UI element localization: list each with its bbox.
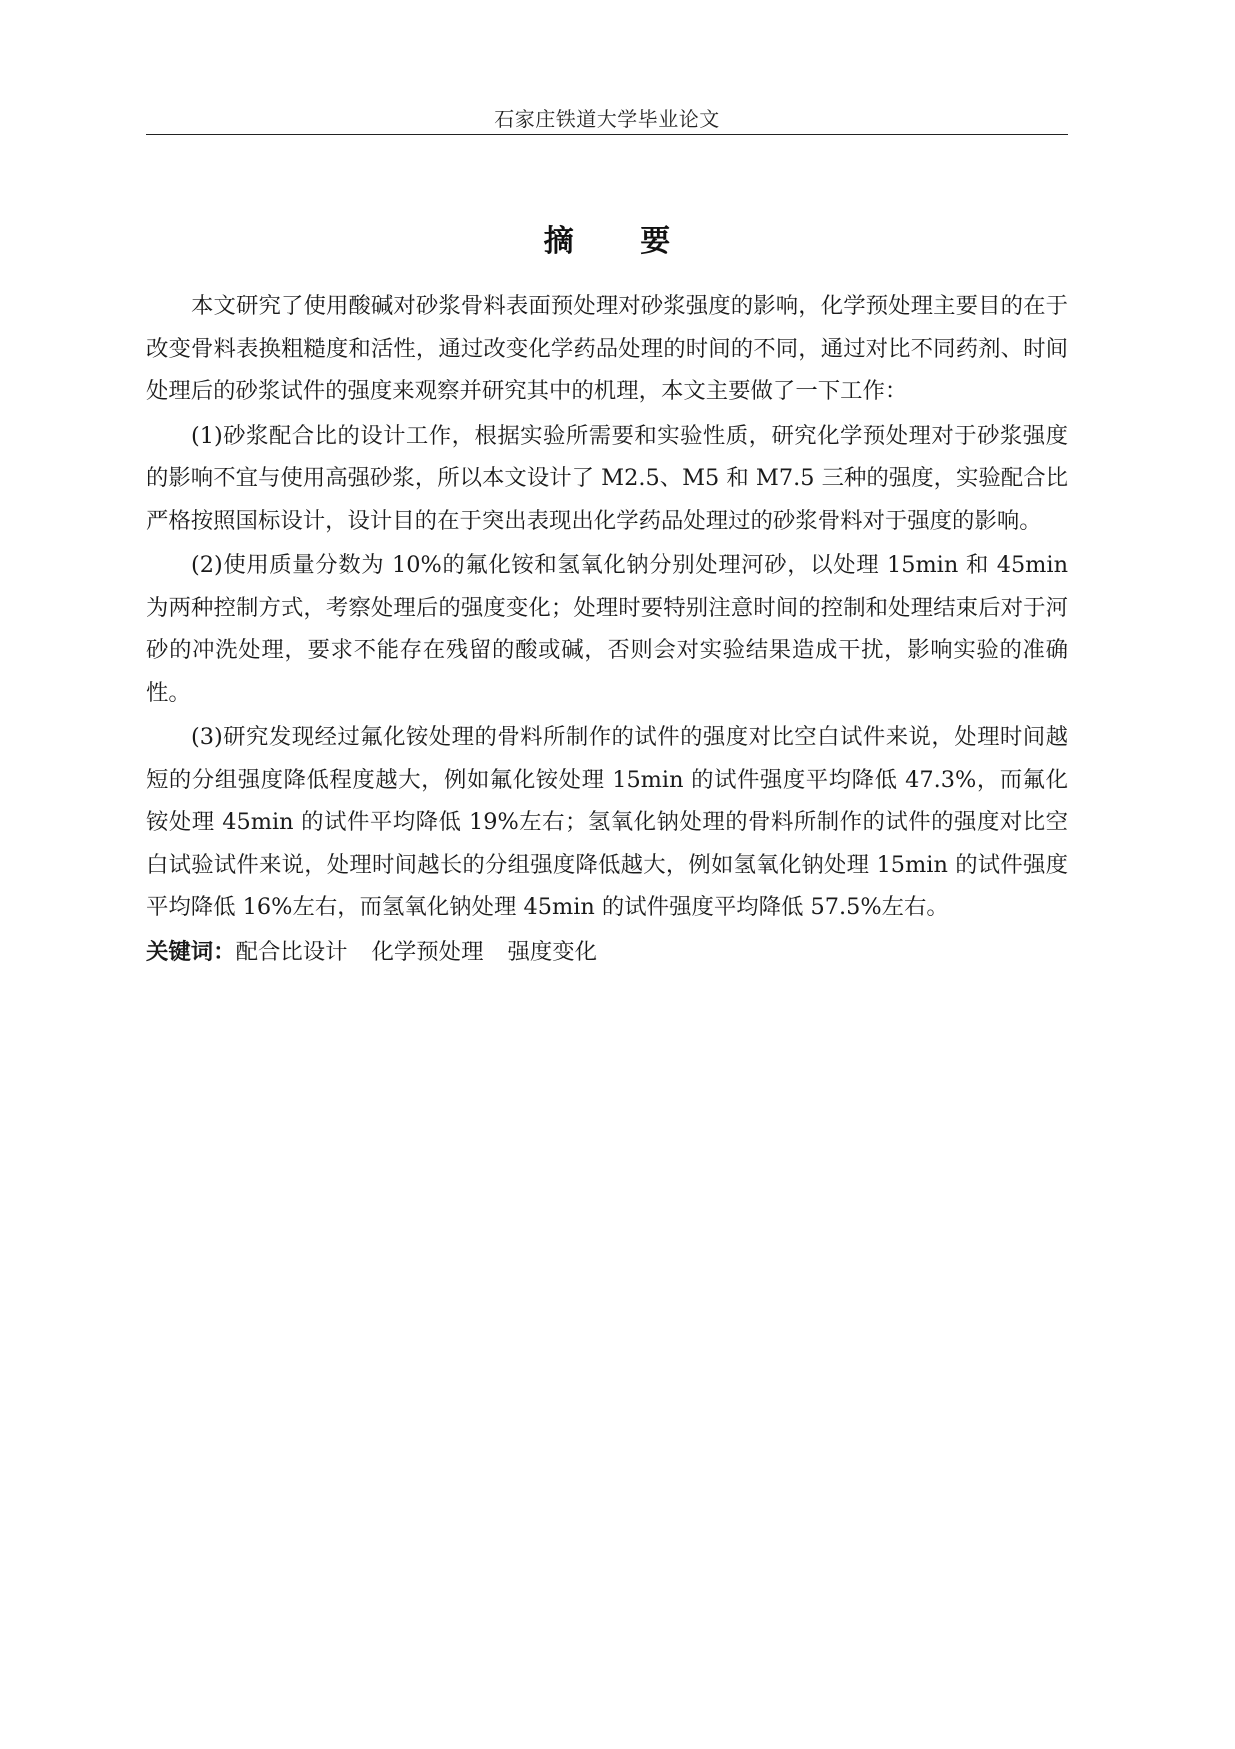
keywords-line [146, 931, 1068, 974]
keyword-item: 化学预处理 [371, 938, 484, 965]
keywords-label: 关键词： [146, 938, 236, 965]
header-rule [146, 134, 1068, 135]
abstract-paragraph-2: (2)使用质量分数为 10%的氟化铵和氢氧化钠分别处理河砂，以处理 15min 和 45min 为两种控制方式，考察处理后的强度变化；处理时要特别注意时间的控制和处理结束后对于河砂的冲洗处理，要求不能存在残留的酸或碱，否则会对实验结果造成干扰，影响实验的准确性。 [146, 552, 1068, 706]
keyword-item: 强度变化 [507, 938, 598, 965]
abstract-paragraph-intro: 本文研究了使用酸碱对砂浆骨料表面预处理对砂浆强度的影响，化学预处理主要目的在于改变骨料表换粗糙度和活性，通过改变化学药品处理的时间的不同，通过对比不同药剂、时间处理后的砂浆试件的强度来观察并研究其中的机理，本文主要做了一下工作： [146, 293, 1068, 404]
abstract-paragraph-3: (3)研究发现经过氟化铵处理的骨料所制作的试件的强度对比空白试件来说，处理时间越短的分组强度降低程度越大，例如氟化铵处理 15min 的试件强度平均降低 47.3%，而氟化铵处理 45min 的试件平均降低 19%左右；氢氧化钠处理的骨料所制作的试件的强度对比空白试验试件来说，处理时间越长的分组强度降低越大，例如氢氧化钠处理 15min 的试件强度平均降低 16%左右，而氢氧化钠处理 45min 的试件强度平均降低 57.5%左右。 [146, 724, 1068, 920]
keyword-item: 配合比设计 [235, 938, 348, 965]
abstract-title: 摘 要 [543, 224, 699, 259]
abstract-body [146, 285, 1068, 973]
running-header: 石家庄铁道大学毕业论文 [494, 107, 720, 131]
abstract-paragraph-1: (1)砂浆配合比的设计工作，根据实验所需要和实验性质，研究化学预处理对于砂浆强度的影响不宜与使用高强砂浆，所以本文设计了 M2.5、M5 和 M7.5 三种的强度，实验配合比严格按照国标设计，设计目的在于突出表现出化学药品处理过的砂浆骨料对于强度的影响。 [146, 422, 1068, 534]
